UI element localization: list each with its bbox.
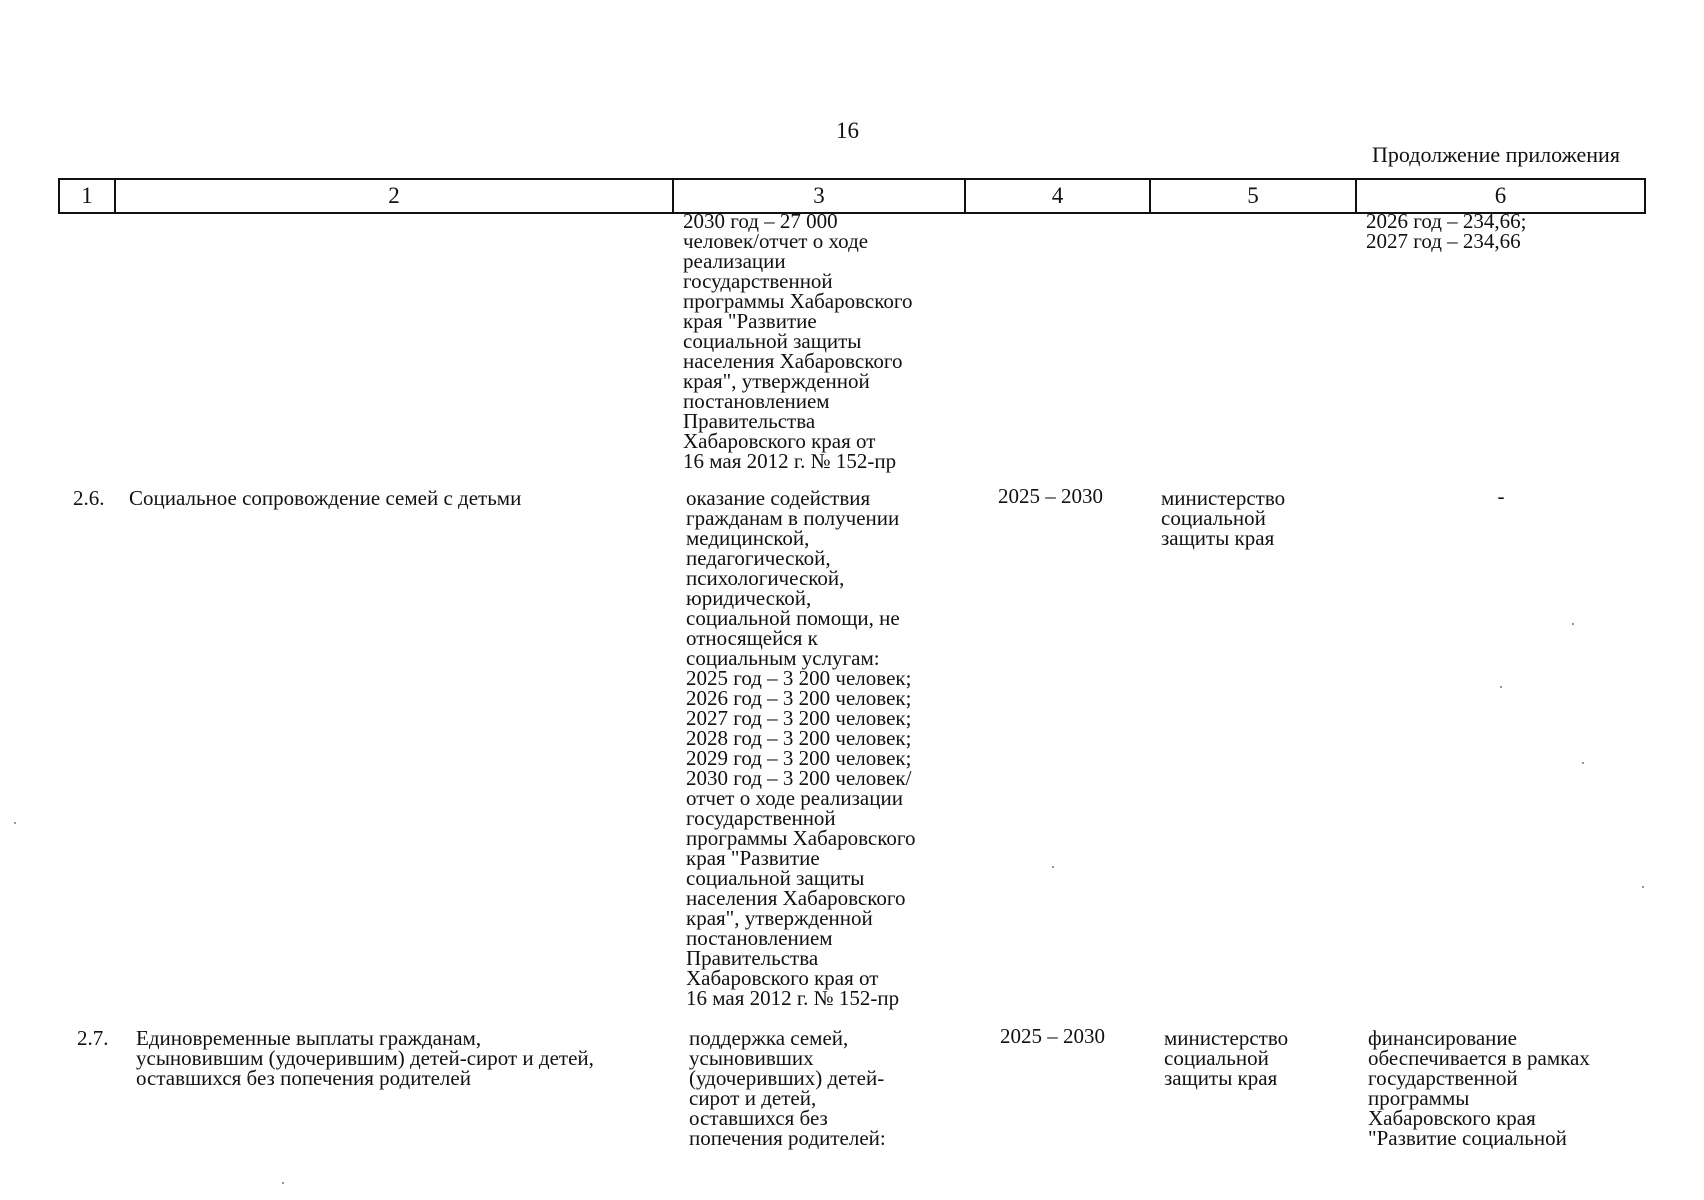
scan-speck	[1582, 762, 1584, 764]
row-2-7-period: 2025 – 2030	[1000, 1024, 1105, 1048]
column-number-1: 1	[59, 179, 115, 213]
scan-speck	[282, 1182, 284, 1184]
page-number: 16	[836, 118, 859, 143]
column-number-3: 3	[673, 179, 965, 213]
scan-speck	[1052, 866, 1054, 868]
row-2-6-financing: -	[1497, 484, 1505, 508]
row-2-6-result: оказание содействия гражданам в получении медицинской, педагогической, психологической, юридической, социальной помощи, не относящейся к социальным услугам: 2025 год – 3 200 человек; 2026 год – 3 200 человек; 2027 год – 3 200 человек; 2028 год – 3 200 человек; 2029 год – 3 200 человек; 2030 год – 3 200 человек/ отчет о ходе реализации государственной программы Хабаровского края "Развитие социальной защиты населения Хабаровского края", утвержденной постановлением Правительства Хабаровского края от 16 мая 2012 г. № 152-пр	[686, 486, 916, 1010]
column-number-6: 6	[1356, 179, 1645, 213]
scan-speck	[1642, 886, 1644, 888]
row-2-6-executor: министерство социальной защиты края	[1161, 486, 1286, 550]
row-2-7-financing: финансирование обеспечивается в рамках государственной программы Хабаровского края "Развитие социальной	[1368, 1026, 1590, 1150]
continued-row-financing: 2026 год – 234,66; 2027 год – 234,66	[1366, 209, 1527, 253]
scan-speck	[1500, 686, 1502, 688]
column-number-2: 2	[115, 179, 673, 213]
continuation-caption: Продолжение приложения	[1372, 142, 1620, 167]
column-number-4: 4	[965, 179, 1150, 213]
scan-speck	[14, 822, 16, 824]
row-2-7-name: Единовременные выплаты гражданам, усыновившим (удочерившим) детей-сирот и детей, оставшихся без попечения родителей	[136, 1026, 594, 1090]
scan-speck	[1572, 623, 1574, 625]
row-2-6-period: 2025 – 2030	[998, 484, 1103, 508]
row-2-6-name: Социальное сопровождение семей с детьми	[129, 486, 522, 510]
column-number-5: 5	[1150, 179, 1356, 213]
row-2-7-number: 2.7.	[77, 1026, 109, 1050]
row-2-7-executor: министерство социальной защиты края	[1164, 1026, 1289, 1090]
continued-row-result: 2030 год – 27 000 человек/отчет о ходе реализации государственной программы Хабаровского края "Развитие социальной защиты населения Хабаровского края", утвержденной постановлением Правительства Хабаровского края от 16 мая 2012 г. № 152-пр	[683, 209, 913, 473]
row-2-6-number: 2.6.	[73, 486, 105, 510]
row-2-7-result: поддержка семей, усыновивших (удочеривших) детей- сирот и детей, оставшихся без попечения родителей:	[689, 1026, 886, 1150]
